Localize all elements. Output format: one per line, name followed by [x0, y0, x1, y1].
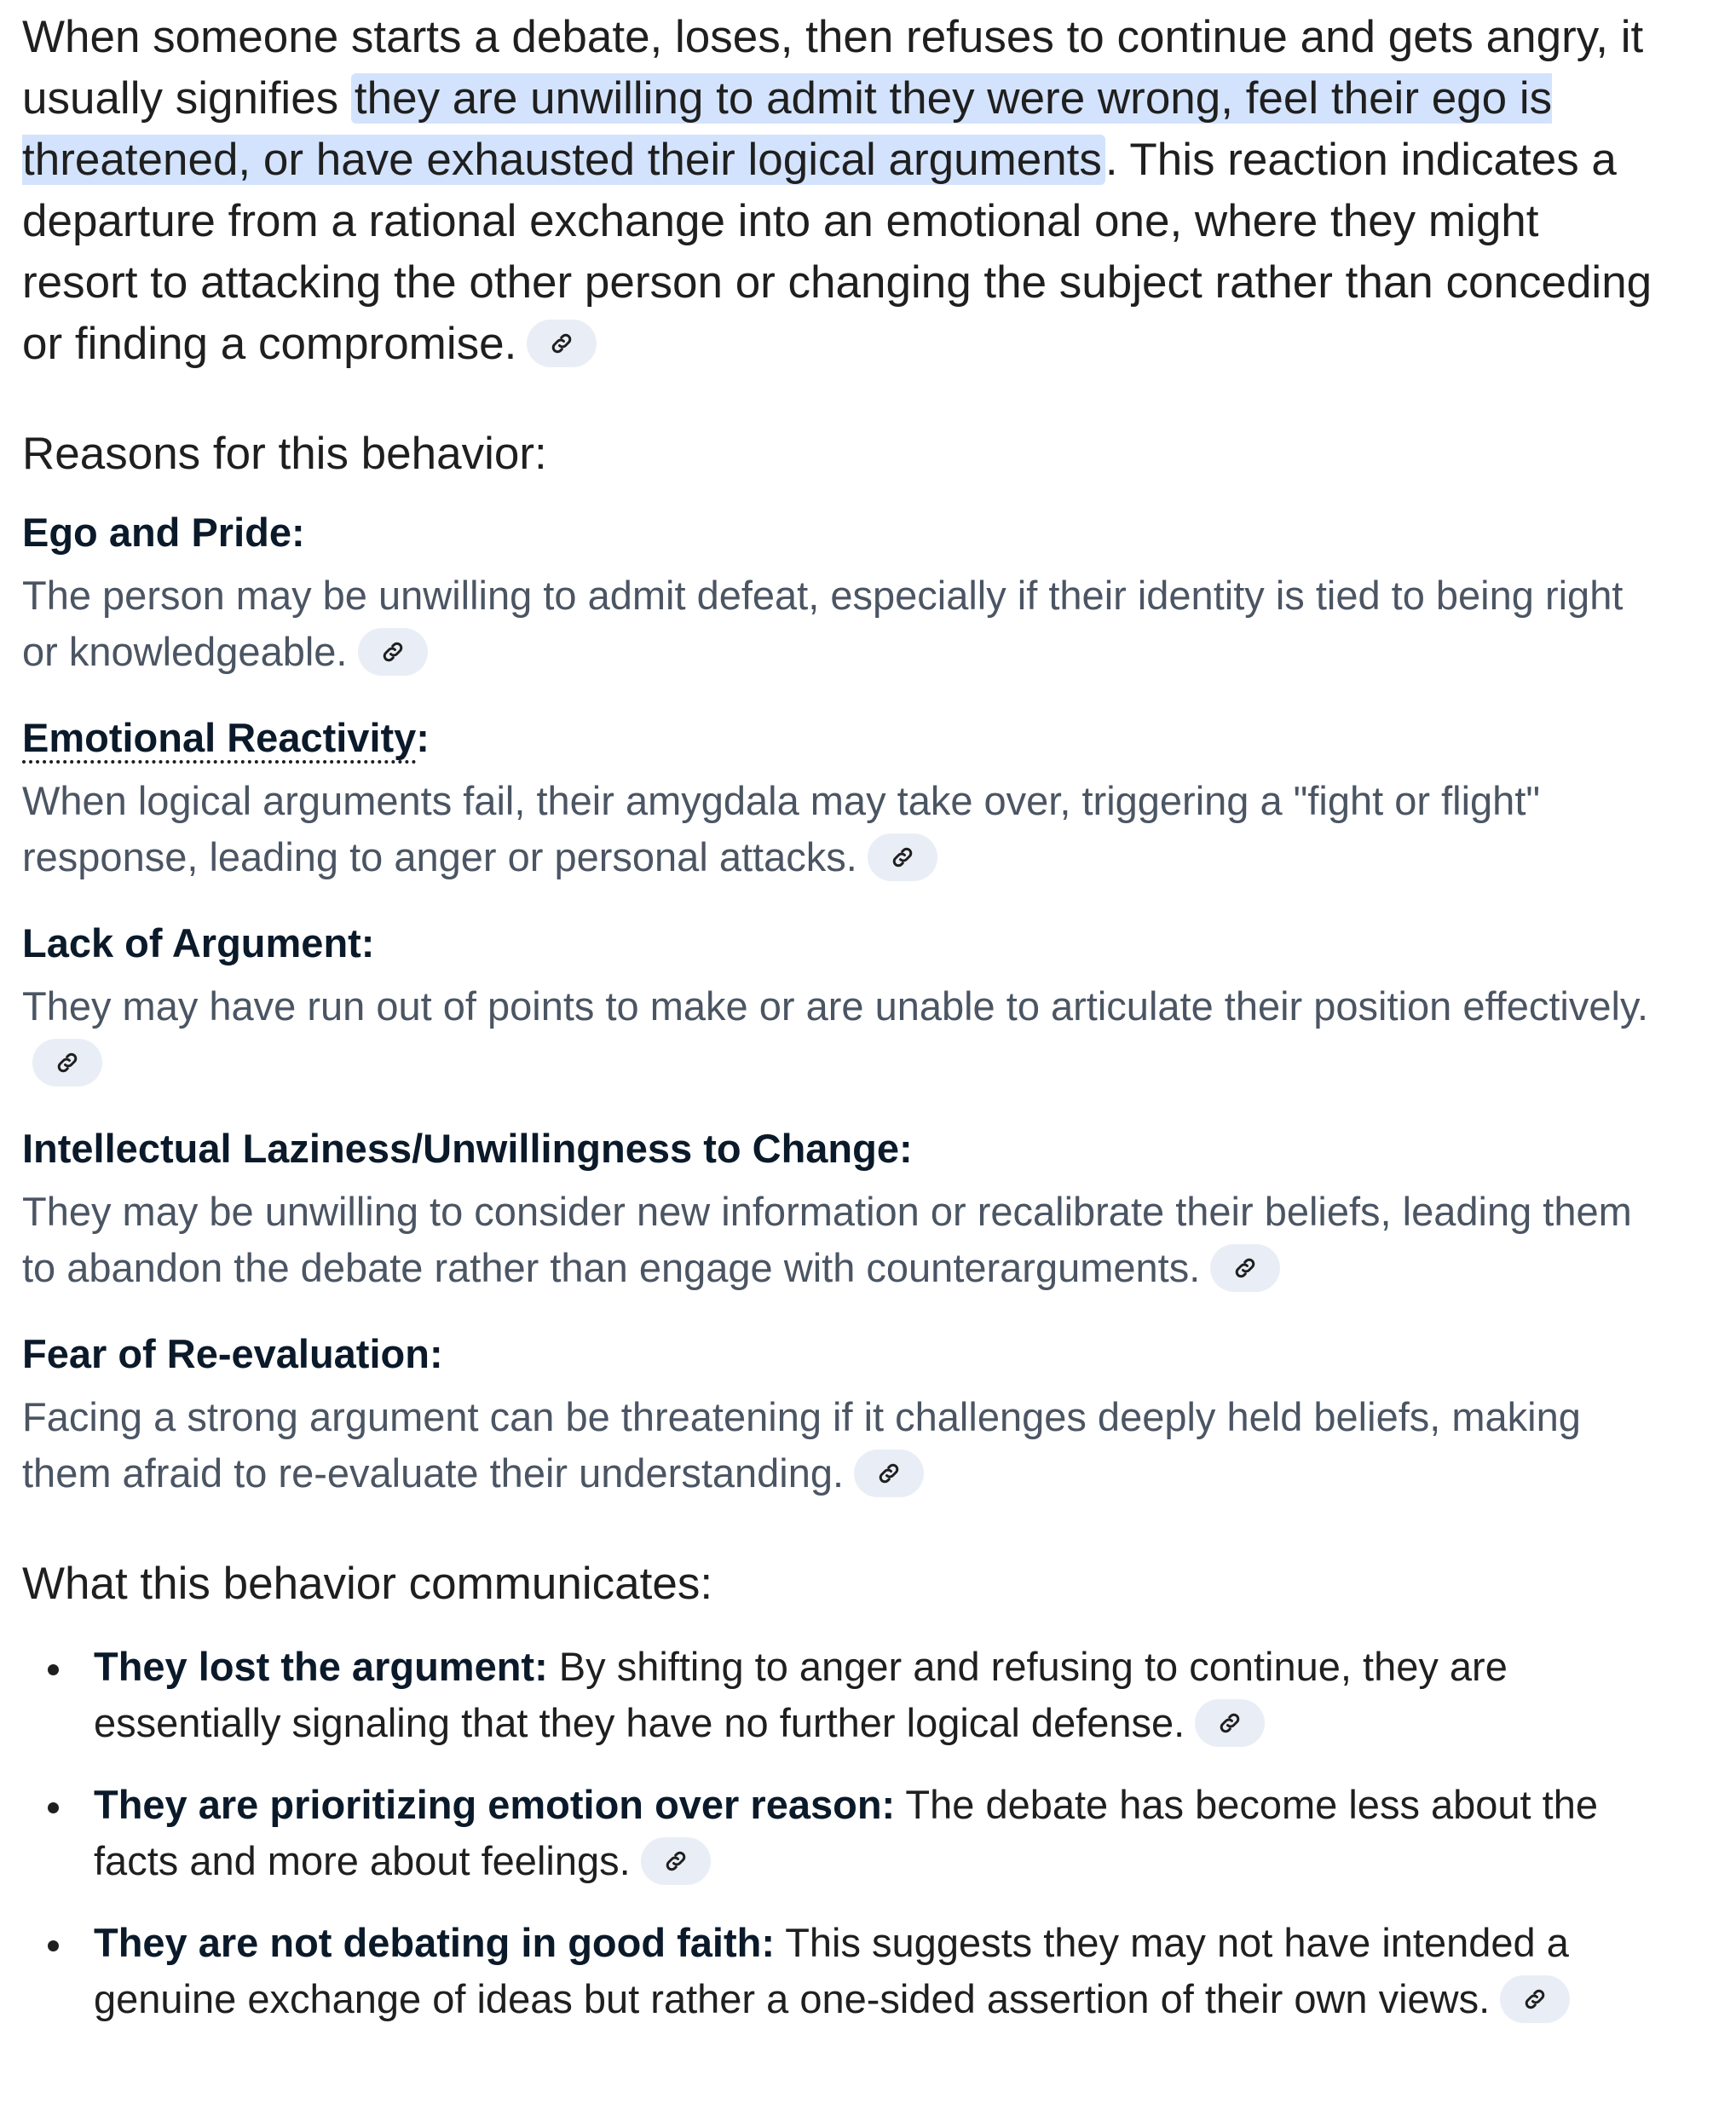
link-icon: [549, 331, 574, 356]
list-item-lead: They are prioritizing emotion over reason:: [94, 1782, 896, 1827]
link-icon: [1217, 1710, 1243, 1736]
reason-text: They may be unwilling to consider new information or recalibrate their beliefs, leading them to abandon the debate rather than engage with counterarguments.: [22, 1189, 1632, 1290]
list-item: [22, 1915, 1658, 2027]
glossary-term-link[interactable]: Emotional Reactivity: [22, 715, 416, 764]
link-icon: [55, 1050, 80, 1075]
bullet-dot: [48, 1802, 59, 1813]
citation-link-button[interactable]: [1500, 1975, 1570, 2023]
citation-link-button[interactable]: [1210, 1244, 1280, 1292]
list-item-text: This suggests they may not have intended a genuine exchange of ideas but rather a one-sided assertion of their own views.: [94, 1920, 1569, 2021]
citation-link-button[interactable]: [32, 1039, 102, 1087]
reason-item: [22, 1330, 1658, 1502]
list-item-text: The debate has become less about the facts and more about feelings.: [94, 1782, 1599, 1883]
reason-item: [22, 509, 1658, 680]
citation-link-button[interactable]: [854, 1450, 924, 1497]
reason-body: [22, 773, 1658, 885]
link-icon: [1522, 1986, 1548, 2012]
reason-title: Intellectual Laziness/Unwillingness to Change:: [22, 1126, 913, 1171]
bullet-dot: [48, 1940, 59, 1951]
link-icon: [890, 844, 915, 870]
reason-title-suffix: :: [416, 715, 430, 760]
reason-body: [22, 1389, 1658, 1502]
list-item: [22, 1639, 1658, 1751]
link-icon: [876, 1461, 902, 1486]
citation-link-button[interactable]: [1195, 1699, 1265, 1747]
highlighted-passage[interactable]: they are unwilling to admit they were wrong, feel their ego is threatened, or have exhausted their logical arguments: [22, 73, 1553, 185]
list-item-lead: They lost the argument:: [94, 1644, 548, 1689]
link-icon: [380, 639, 406, 665]
reason-item: [22, 1125, 1658, 1296]
list-item-lead: They are not debating in good faith:: [94, 1920, 775, 1965]
communicates-heading: What this behavior communicates:: [22, 1559, 713, 1609]
reason-item: [22, 919, 1658, 1091]
reason-text: The person may be unwilling to admit defeat, especially if their identity is tied to being right or knowledgeable.: [22, 573, 1624, 674]
reason-text: When logical arguments fail, their amygdala may take over, triggering a "fight or flight" response, leading to anger or personal attacks.: [22, 778, 1541, 879]
citation-link-button[interactable]: [641, 1837, 711, 1885]
reason-body: [22, 1184, 1658, 1296]
link-icon: [1232, 1255, 1258, 1281]
reason-item: [22, 714, 1658, 885]
link-icon: [663, 1848, 689, 1874]
list-item-text: By shifting to anger and refusing to continue, they are essentially signaling that they have no further logical defense.: [94, 1644, 1508, 1745]
reason-title: [22, 714, 1658, 761]
reason-text: Facing a strong argument can be threatening if it challenges deeply held beliefs, making them afraid to re-evaluate their understanding.: [22, 1394, 1581, 1496]
reason-body: [22, 568, 1658, 680]
intro-text-after: . This reaction indicates a departure from a rational exchange into an emotional one, where they might resort to attacking the other person or changing the subject rather than conceding or finding a compromise.: [22, 135, 1652, 369]
citation-link-button[interactable]: [527, 320, 597, 367]
intro-paragraph: [22, 0, 1658, 375]
reason-body: [22, 978, 1658, 1091]
citation-link-button[interactable]: [358, 628, 428, 676]
reason-title: Ego and Pride:: [22, 510, 305, 555]
reason-title: Fear of Re-evaluation:: [22, 1331, 443, 1376]
reason-text: They may have run out of points to make or are unable to articulate their position effectively.: [22, 983, 1649, 1029]
citation-link-button[interactable]: [868, 833, 937, 881]
reason-title: Lack of Argument:: [22, 920, 375, 966]
intro-text-before: When someone starts a debate, loses, then refuses to continue and gets angry, it usually signifies: [22, 12, 1644, 124]
list-item: [22, 1777, 1658, 1889]
bullet-dot: [48, 1664, 59, 1675]
communicates-list: [22, 1639, 1658, 2027]
reasons-heading: Reasons for this behavior:: [22, 429, 547, 479]
